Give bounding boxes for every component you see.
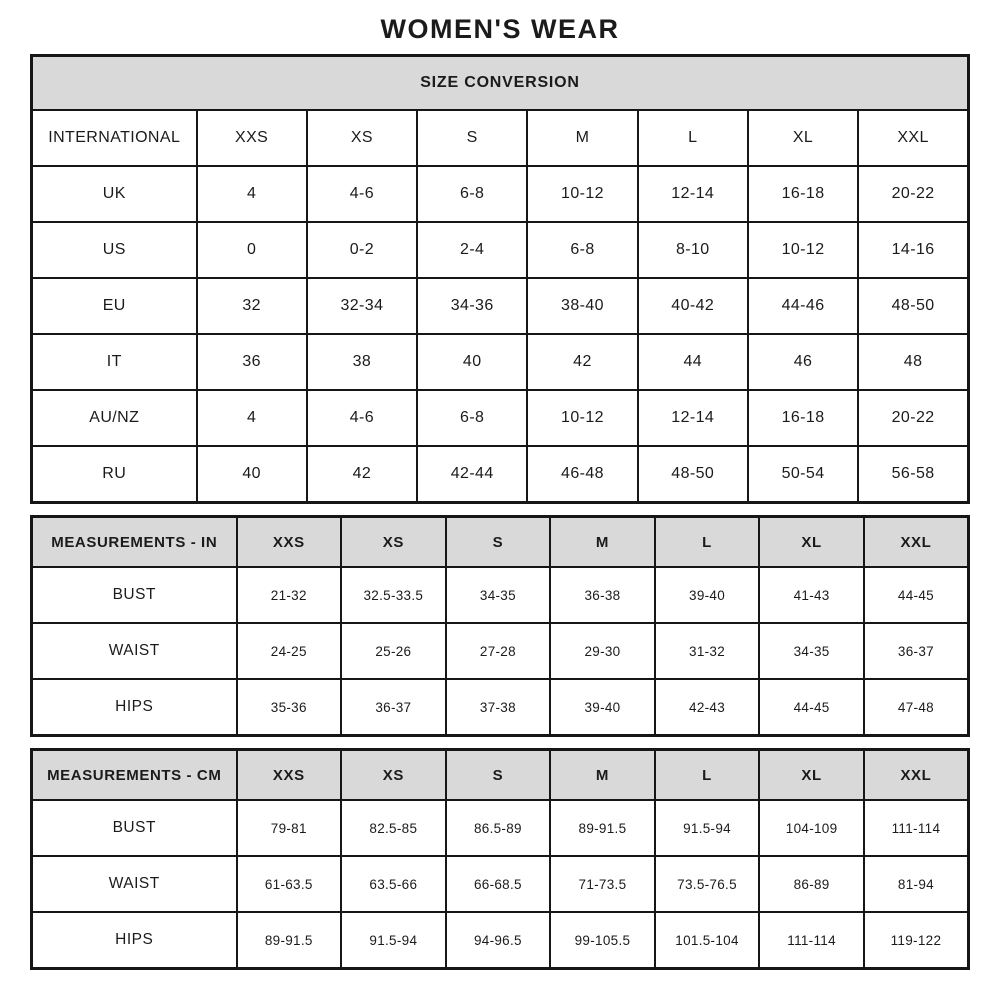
value-cell: 34-35 (759, 623, 864, 679)
size-column-header: XXS (237, 750, 342, 801)
value-cell: 111-114 (759, 912, 864, 969)
value-cell: 42-43 (655, 679, 760, 736)
value-cell: 25-26 (341, 623, 446, 679)
row-label: HIPS (32, 679, 237, 736)
table-row (32, 912, 969, 969)
value-cell: L (638, 110, 748, 166)
measurements-cm-header-row (32, 750, 969, 801)
size-column-header: XS (341, 517, 446, 568)
value-cell: 32.5-33.5 (341, 567, 446, 623)
size-column-header: XL (759, 750, 864, 801)
value-cell: 42 (307, 446, 417, 503)
size-column-header: XXL (864, 750, 969, 801)
value-cell: 79-81 (237, 800, 342, 856)
table-row (32, 166, 969, 222)
value-cell: 91.5-94 (655, 800, 760, 856)
value-cell: 40 (197, 446, 307, 503)
row-label: US (32, 222, 197, 278)
value-cell: 89-91.5 (237, 912, 342, 969)
value-cell: 4 (197, 166, 307, 222)
value-cell: 40-42 (638, 278, 748, 334)
value-cell: 8-10 (638, 222, 748, 278)
row-label: WAIST (32, 856, 237, 912)
table-row (32, 446, 969, 503)
value-cell: 16-18 (748, 390, 858, 446)
value-cell: 89-91.5 (550, 800, 655, 856)
size-column-header: L (655, 517, 760, 568)
value-cell: 41-43 (759, 567, 864, 623)
row-label: IT (32, 334, 197, 390)
value-cell: 40 (417, 334, 527, 390)
measurements-in-header-label: MEASUREMENTS - IN (32, 517, 237, 568)
value-cell: S (417, 110, 527, 166)
value-cell: 36 (197, 334, 307, 390)
value-cell: 119-122 (864, 912, 969, 969)
table-row (32, 222, 969, 278)
value-cell: 10-12 (527, 166, 637, 222)
value-cell: XXS (197, 110, 307, 166)
value-cell: 10-12 (748, 222, 858, 278)
value-cell: 46 (748, 334, 858, 390)
value-cell: 36-37 (341, 679, 446, 736)
table-row (32, 390, 969, 446)
value-cell: 101.5-104 (655, 912, 760, 969)
value-cell: 81-94 (864, 856, 969, 912)
value-cell: 21-32 (237, 567, 342, 623)
value-cell: 27-28 (446, 623, 551, 679)
value-cell: 44-45 (759, 679, 864, 736)
value-cell: 99-105.5 (550, 912, 655, 969)
row-label: WAIST (32, 623, 237, 679)
size-column-header: XXS (237, 517, 342, 568)
value-cell: XL (748, 110, 858, 166)
value-cell: 4-6 (307, 390, 417, 446)
size-conversion-banner: SIZE CONVERSION (32, 56, 969, 111)
table-row (32, 623, 969, 679)
size-column-header: XXL (864, 517, 969, 568)
measurements-in-header-row (32, 517, 969, 568)
value-cell: 42 (527, 334, 637, 390)
value-cell: 71-73.5 (550, 856, 655, 912)
value-cell: 16-18 (748, 166, 858, 222)
value-cell: 20-22 (858, 390, 968, 446)
value-cell: 0-2 (307, 222, 417, 278)
value-cell: 12-14 (638, 390, 748, 446)
value-cell: 86-89 (759, 856, 864, 912)
measurements-cm-header-label: MEASUREMENTS - CM (32, 750, 237, 801)
value-cell: 20-22 (858, 166, 968, 222)
value-cell: M (527, 110, 637, 166)
value-cell: 56-58 (858, 446, 968, 503)
value-cell: 35-36 (237, 679, 342, 736)
row-label: AU/NZ (32, 390, 197, 446)
value-cell: 44-45 (864, 567, 969, 623)
value-cell: 34-35 (446, 567, 551, 623)
value-cell: 48 (858, 334, 968, 390)
value-cell: 14-16 (858, 222, 968, 278)
size-column-header: XS (341, 750, 446, 801)
table-row (32, 567, 969, 623)
value-cell: 61-63.5 (237, 856, 342, 912)
value-cell: 73.5-76.5 (655, 856, 760, 912)
value-cell: 37-38 (446, 679, 551, 736)
value-cell: 42-44 (417, 446, 527, 503)
value-cell: 4-6 (307, 166, 417, 222)
row-label: UK (32, 166, 197, 222)
value-cell: 44-46 (748, 278, 858, 334)
value-cell: 6-8 (417, 166, 527, 222)
row-label: RU (32, 446, 197, 503)
value-cell: 36-37 (864, 623, 969, 679)
value-cell: 29-30 (550, 623, 655, 679)
value-cell: 10-12 (527, 390, 637, 446)
value-cell: 31-32 (655, 623, 760, 679)
value-cell: 36-38 (550, 567, 655, 623)
value-cell: 66-68.5 (446, 856, 551, 912)
value-cell: 2-4 (417, 222, 527, 278)
measurements-in-table (30, 515, 970, 737)
value-cell: 32 (197, 278, 307, 334)
value-cell: 111-114 (864, 800, 969, 856)
value-cell: 50-54 (748, 446, 858, 503)
table-row (32, 856, 969, 912)
value-cell: 44 (638, 334, 748, 390)
value-cell: 0 (197, 222, 307, 278)
value-cell: 46-48 (527, 446, 637, 503)
row-label: BUST (32, 567, 237, 623)
value-cell: XXL (858, 110, 968, 166)
size-column-header: L (655, 750, 760, 801)
value-cell: XS (307, 110, 417, 166)
value-cell: 94-96.5 (446, 912, 551, 969)
value-cell: 38 (307, 334, 417, 390)
table-row (32, 278, 969, 334)
table-row (32, 334, 969, 390)
value-cell: 47-48 (864, 679, 969, 736)
value-cell: 39-40 (655, 567, 760, 623)
measurements-cm-table (30, 748, 970, 970)
size-column-header: S (446, 750, 551, 801)
value-cell: 6-8 (417, 390, 527, 446)
size-column-header: M (550, 750, 655, 801)
value-cell: 104-109 (759, 800, 864, 856)
table-row (32, 800, 969, 856)
value-cell: 6-8 (527, 222, 637, 278)
row-label: EU (32, 278, 197, 334)
size-column-header: S (446, 517, 551, 568)
value-cell: 82.5-85 (341, 800, 446, 856)
value-cell: 38-40 (527, 278, 637, 334)
value-cell: 63.5-66 (341, 856, 446, 912)
value-cell: 48-50 (638, 446, 748, 503)
table-row (32, 110, 969, 166)
value-cell: 24-25 (237, 623, 342, 679)
row-label: HIPS (32, 912, 237, 969)
table-row (32, 679, 969, 736)
value-cell: 86.5-89 (446, 800, 551, 856)
value-cell: 91.5-94 (341, 912, 446, 969)
value-cell: 34-36 (417, 278, 527, 334)
size-conversion-table (30, 54, 970, 504)
value-cell: 4 (197, 390, 307, 446)
page-title: WOMEN'S WEAR (380, 14, 620, 44)
value-cell: 32-34 (307, 278, 417, 334)
value-cell: 48-50 (858, 278, 968, 334)
row-label: INTERNATIONAL (32, 110, 197, 166)
value-cell: 39-40 (550, 679, 655, 736)
row-label: BUST (32, 800, 237, 856)
size-column-header: XL (759, 517, 864, 568)
size-chart-page (30, 0, 970, 970)
size-column-header: M (550, 517, 655, 568)
value-cell: 12-14 (638, 166, 748, 222)
